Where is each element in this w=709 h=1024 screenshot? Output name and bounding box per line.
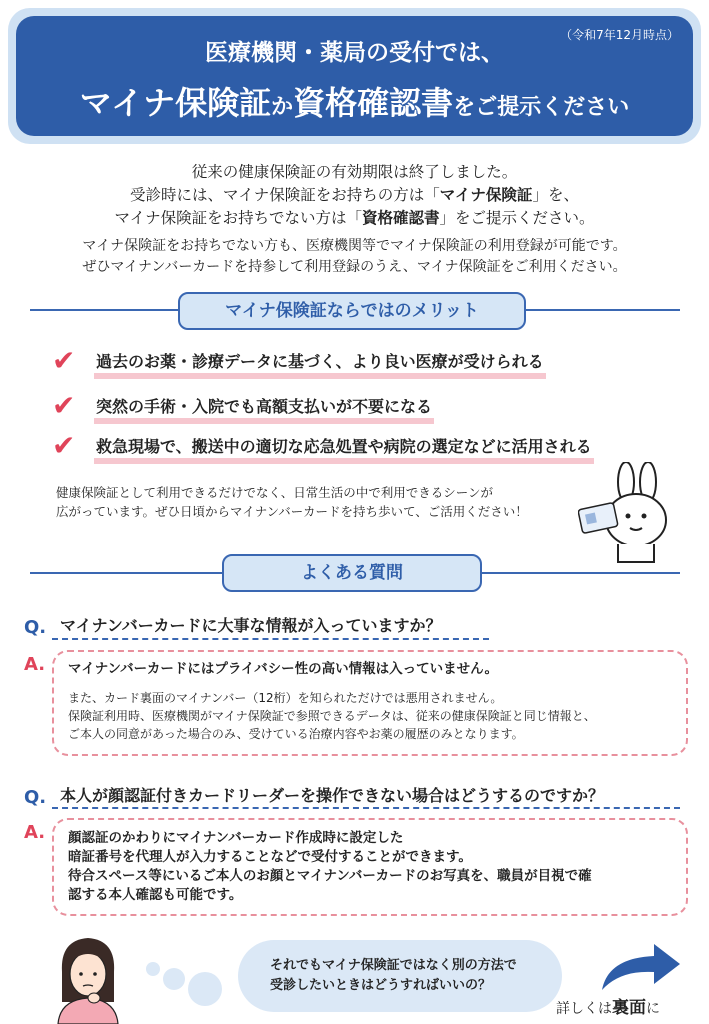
intro-line1: 従来の健康保険証の有効期限は終了しました。 [191,163,518,181]
question-2-underline [52,807,680,809]
header-shikaku: 資格確認書 [293,84,454,122]
check-icon: ✔ [52,344,76,377]
merit-item-1: 過去のお薬・診療データに基づく、より良い医療が受けられる [94,351,546,379]
intro-mynahoken-bold: マイナ保険証 [439,186,533,204]
header-line1: 医療機関・薬局の受付では、 [205,40,504,66]
arrow-right-icon [598,940,682,992]
intro-shikaku-bold: 資格確認書 [362,209,440,227]
intro-line3: マイナ保険証をお持ちでない方は「資格確認書」をご提示ください。 [114,209,595,227]
bubble-line1: それでもマイナ保険証ではなく別の方法で [270,958,517,973]
q-mark: Q. [24,617,47,638]
merits-note-line2: 広がっています。ぜひ日頃からマイナンバーカードを持ち歩いて、ご活用ください！ [56,504,528,519]
faq-title: よくある質問 [222,554,482,592]
answer-1-line2: 保険証利用時、医療機関がマイナ保険証で参照できるデータは、従来の健康保険証と同じ情報と、 [68,709,596,723]
merits-title: マイナ保険証ならではのメリット [178,292,526,330]
merit-item-2: 突然の手術・入院でも高額支払いが不要になる [94,396,434,424]
question-2: 本人が顔認証付きカードリーダーを操作できない場合はどうするのですか？ [60,786,605,805]
header-line2 [16,78,693,124]
merits-note-line1: 健康保険証として利用できるだけでなく、日常生活の中で利用できるシーンが [56,485,494,500]
header-banner [16,16,693,136]
a-mark: A. [24,822,46,843]
a-mark: A. [24,654,46,675]
thought-dot-medium [163,968,185,990]
thinking-woman-illustration [52,932,124,1024]
intro-line4: マイナ保険証をお持ちでない方も、医療機関等でマイナ保険証の利用登録が可能です。 [82,238,627,254]
question-1-underline [52,638,489,640]
intro-line2: 受診時には、マイナ保険証をお持ちの方は「マイナ保険証」を、 [130,186,579,204]
answer-2-line2: 暗証番号を代理人が入力することなどで受付することができます。 [68,849,472,865]
header-teiji: をご提示ください [453,95,630,120]
thought-dot-small [146,962,160,976]
question-1: マイナンバーカードに大事な情報が入っていますか？ [60,616,442,635]
see-back-label: 詳しくは裏面に [556,998,660,1018]
back-bold: 裏面 [612,998,646,1018]
check-icon: ✔ [52,429,76,462]
answer-1-line3: ご本人の同意があった場合のみ、受けている治療内容やお薬の履歴のみとなります。 [68,727,524,741]
check-icon: ✔ [52,389,76,422]
answer-2-line1: 顔認証のかわりにマイナンバーカード作成時に設定した [68,830,404,846]
answer-2-line3: 待合スペース等にいるご本人のお顔とマイナンバーカードのお写真を、職員が目視で確 [68,868,592,884]
header-ka: か [271,95,294,120]
thought-dot-large [188,972,222,1006]
answer-2-line4: 認する本人確認も可能です。 [68,887,243,903]
answer-1-line1: また、カード裏面のマイナンバー（12桁）を知られただけでは悪用されません。 [68,691,503,705]
header-mynahoken: マイナ保険証 [79,84,272,122]
q-mark: Q. [24,787,47,808]
bubble-line2: 受診したいときはどうすればいいの？ [270,978,492,993]
intro-line5: ぜひマイナンバーカードを持参して利用登録のうえ、マイナ保険証をご利用ください。 [82,259,627,275]
mascot-illustration [578,462,688,566]
header-date: （令和7年12月時点） [560,28,679,42]
answer-1-lead: マイナンバーカードにはプライバシー性の高い情報は入っていません。 [68,661,498,677]
merit-item-3: 救急現場で、搬送中の適切な応急処置や病院の選定などに活用される [94,436,594,464]
